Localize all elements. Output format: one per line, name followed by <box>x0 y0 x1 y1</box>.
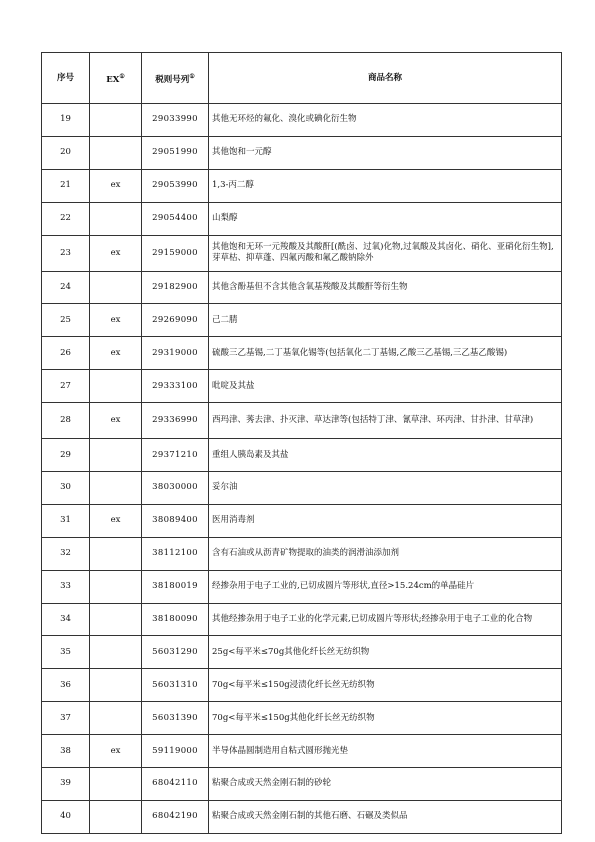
cell-ex: ex <box>90 403 142 439</box>
cell-name: 其他饱和无环一元羧酸及其酸酐[(酰卤、过氧)化物,过氧酸及其卤化、硝化、亚硝化衍生物],芽草枯、抑草蓬、四氟丙酸和氟乙酸钠除外 <box>209 235 562 271</box>
cell-ex <box>90 702 142 735</box>
table-row <box>42 636 562 669</box>
cell-ex <box>90 104 142 137</box>
cell-code: 38180090 <box>142 603 209 636</box>
cell-ex: ex <box>90 304 142 337</box>
cell-code: 29054400 <box>142 202 209 235</box>
cell-name: 吡啶及其盐 <box>209 370 562 403</box>
header-ex-text: EX <box>106 74 120 85</box>
cell-code: 56031290 <box>142 636 209 669</box>
cell-idx: 26 <box>42 337 90 370</box>
header-name <box>209 53 562 104</box>
table-row <box>42 472 562 505</box>
cell-ex <box>90 669 142 702</box>
table-row <box>42 370 562 403</box>
cell-ex <box>90 472 142 505</box>
cell-idx: 34 <box>42 603 90 636</box>
table-row <box>42 800 562 833</box>
header-code <box>142 53 209 104</box>
cell-code: 29269090 <box>142 304 209 337</box>
cell-idx: 38 <box>42 735 90 768</box>
cell-name: 含有石油或从沥青矿物提取的油类的润滑油添加剂 <box>209 537 562 570</box>
cell-idx: 35 <box>42 636 90 669</box>
table-row <box>42 735 562 768</box>
table-row <box>42 439 562 472</box>
header-row <box>42 53 562 104</box>
cell-name: 其他无环烃的氟化、溴化或碘化衍生物 <box>209 104 562 137</box>
table-row <box>42 136 562 169</box>
cell-code: 29053990 <box>142 169 209 202</box>
table-row <box>42 504 562 537</box>
cell-code: 29182900 <box>142 271 209 304</box>
cell-idx: 21 <box>42 169 90 202</box>
cell-ex <box>90 603 142 636</box>
cell-ex: ex <box>90 169 142 202</box>
cell-code: 38112100 <box>142 537 209 570</box>
table-row <box>42 702 562 735</box>
cell-code: 29336990 <box>142 403 209 439</box>
cell-idx: 32 <box>42 537 90 570</box>
cell-ex <box>90 136 142 169</box>
header-ex <box>90 53 142 104</box>
cell-idx: 33 <box>42 570 90 603</box>
cell-name: 1,3-丙二醇 <box>209 169 562 202</box>
cell-ex <box>90 800 142 833</box>
cell-name: 半导体晶圆制造用自粘式圆形抛光垫 <box>209 735 562 768</box>
table-row <box>42 537 562 570</box>
cell-idx: 29 <box>42 439 90 472</box>
cell-ex <box>90 439 142 472</box>
table-row <box>42 669 562 702</box>
table-row <box>42 104 562 137</box>
cell-idx: 28 <box>42 403 90 439</box>
cell-idx: 36 <box>42 669 90 702</box>
cell-code: 29319000 <box>142 337 209 370</box>
table-row <box>42 403 562 439</box>
table-row <box>42 235 562 271</box>
cell-ex <box>90 271 142 304</box>
cell-ex: ex <box>90 235 142 271</box>
header-ex-note: ① <box>119 72 125 80</box>
cell-idx: 30 <box>42 472 90 505</box>
tariff-table <box>41 52 562 834</box>
cell-code: 29051990 <box>142 136 209 169</box>
cell-ex <box>90 768 142 801</box>
cell-name: 其他饱和一元醇 <box>209 136 562 169</box>
cell-name: 医用消毒剂 <box>209 504 562 537</box>
cell-code: 38089400 <box>142 504 209 537</box>
cell-code: 56031390 <box>142 702 209 735</box>
cell-name: 硫酸三乙基锡,二丁基氧化锡等(包括氧化二丁基锡,乙酸三乙基锡,三乙基乙酸锡) <box>209 337 562 370</box>
cell-ex: ex <box>90 735 142 768</box>
header-code-note: ① <box>189 72 195 80</box>
cell-name: 重组人胰岛素及其盐 <box>209 439 562 472</box>
cell-idx: 27 <box>42 370 90 403</box>
cell-idx: 23 <box>42 235 90 271</box>
cell-name: 山梨醇 <box>209 202 562 235</box>
cell-name: 己二腈 <box>209 304 562 337</box>
table-row <box>42 304 562 337</box>
cell-idx: 24 <box>42 271 90 304</box>
cell-idx: 25 <box>42 304 90 337</box>
cell-idx: 40 <box>42 800 90 833</box>
cell-code: 29033990 <box>142 104 209 137</box>
cell-name: 25g<每平米≤70g其他化纤长丝无纺织物 <box>209 636 562 669</box>
cell-ex: ex <box>90 337 142 370</box>
cell-ex <box>90 537 142 570</box>
cell-name: 其他经掺杂用于电子工业的化学元素,已切成圆片等形状;经掺杂用于电子工业的化合物 <box>209 603 562 636</box>
header-idx-text: 序号 <box>56 72 74 83</box>
cell-name: 其他含酚基但不含其他含氧基羧酸及其酸酐等衍生物 <box>209 271 562 304</box>
cell-code: 29371210 <box>142 439 209 472</box>
cell-idx: 39 <box>42 768 90 801</box>
cell-name: 经掺杂用于电子工业的,已切成圆片等形状,直径>15.24cm的单晶硅片 <box>209 570 562 603</box>
table-row <box>42 271 562 304</box>
cell-ex: ex <box>90 504 142 537</box>
cell-code: 59119000 <box>142 735 209 768</box>
table-row <box>42 570 562 603</box>
header-code-text: 税则号列 <box>155 74 190 85</box>
cell-ex <box>90 636 142 669</box>
header-name-text: 商品名称 <box>367 72 402 83</box>
cell-ex <box>90 570 142 603</box>
cell-code: 68042110 <box>142 768 209 801</box>
header-idx <box>42 53 90 104</box>
cell-name: 西玛津、莠去津、扑灭津、草达津等(包括特丁津、氰草津、环丙津、甘扑津、甘草津) <box>209 403 562 439</box>
cell-idx: 37 <box>42 702 90 735</box>
table-row <box>42 603 562 636</box>
cell-ex <box>90 370 142 403</box>
cell-code: 68042190 <box>142 800 209 833</box>
cell-name: 70g<每平米≤150g浸渍化纤长丝无纺织物 <box>209 669 562 702</box>
cell-name: 妥尔油 <box>209 472 562 505</box>
cell-code: 56031310 <box>142 669 209 702</box>
table-row <box>42 337 562 370</box>
cell-code: 29159000 <box>142 235 209 271</box>
cell-name: 70g<每平米≤150g其他化纤长丝无纺织物 <box>209 702 562 735</box>
cell-idx: 22 <box>42 202 90 235</box>
table-row <box>42 202 562 235</box>
cell-idx: 19 <box>42 104 90 137</box>
cell-code: 38180019 <box>142 570 209 603</box>
cell-name: 粘聚合成或天然金刚石制的砂轮 <box>209 768 562 801</box>
cell-idx: 31 <box>42 504 90 537</box>
cell-code: 38030000 <box>142 472 209 505</box>
cell-ex <box>90 202 142 235</box>
table-row <box>42 169 562 202</box>
cell-idx: 20 <box>42 136 90 169</box>
cell-name: 粘聚合成或天然金刚石制的其他石磨、石碾及类似品 <box>209 800 562 833</box>
table-row <box>42 768 562 801</box>
cell-code: 29333100 <box>142 370 209 403</box>
